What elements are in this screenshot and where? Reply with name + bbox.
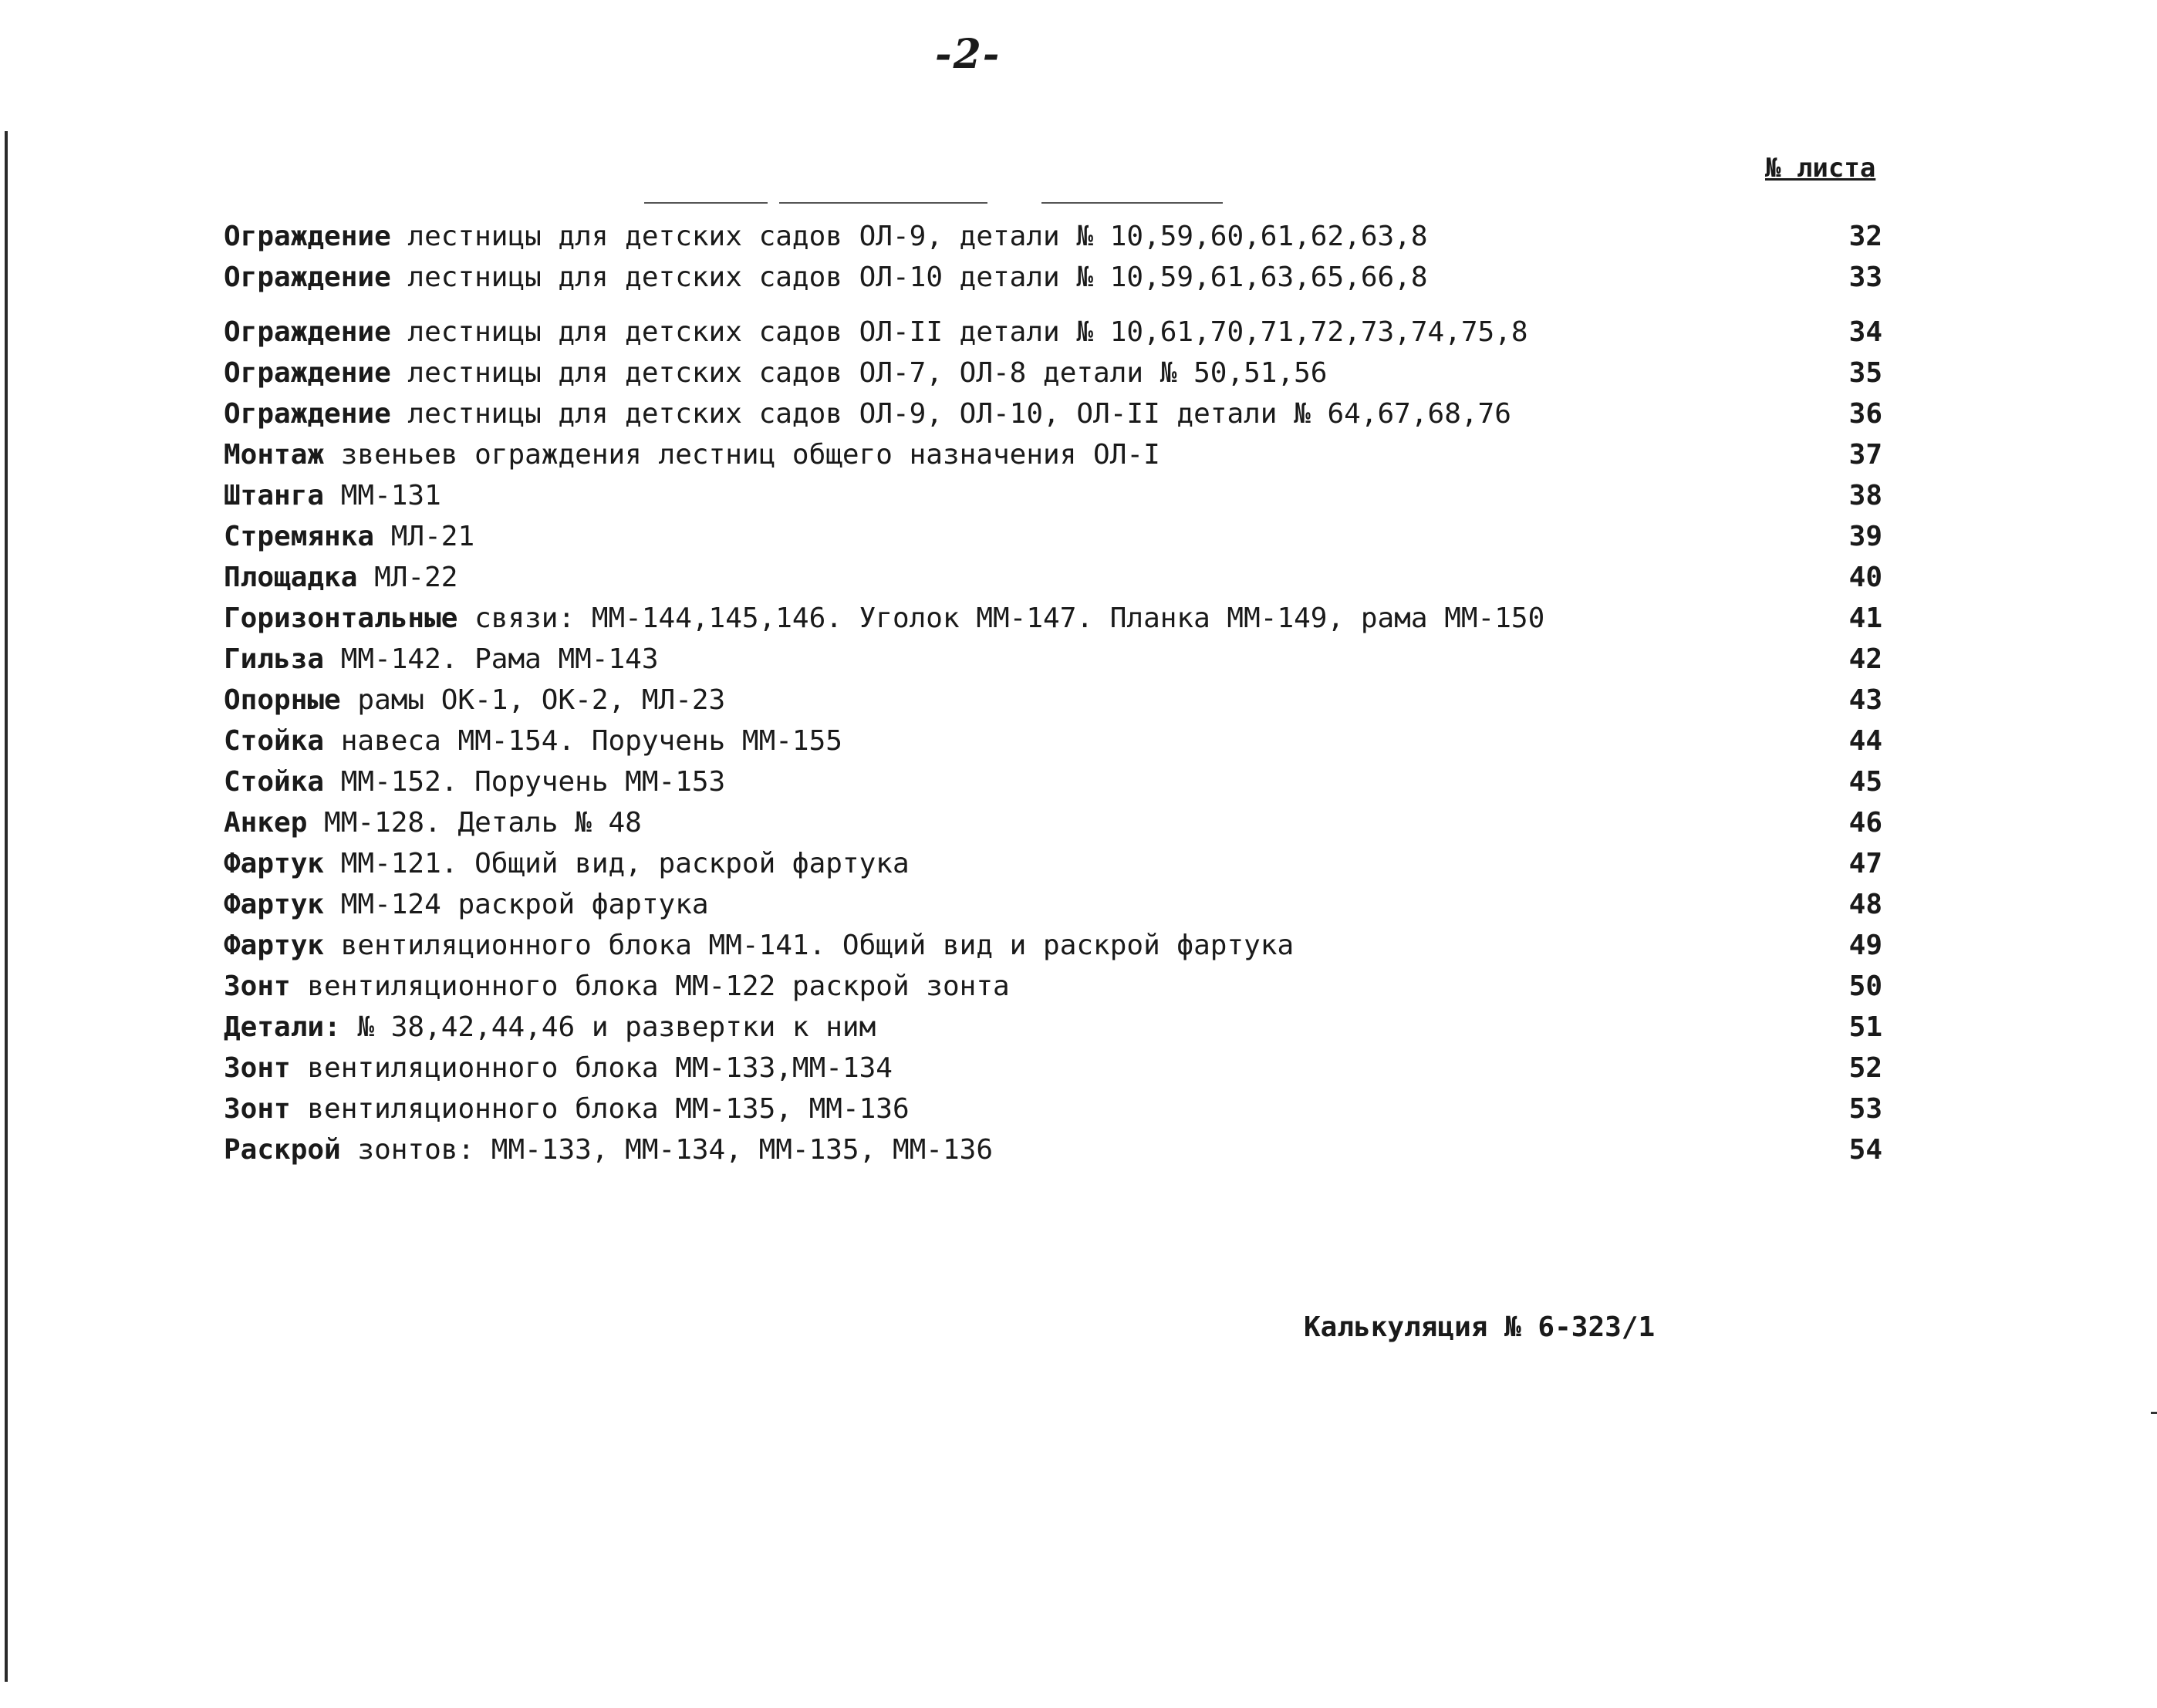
toc-sheet-number: 42: [1848, 643, 1882, 675]
toc-sheet-number: 52: [1848, 1052, 1882, 1084]
toc-title: Горизонтальные связи: ММ-144,145,146. Уголок ММ-147. Планка ММ-149, рама ММ-150: [224, 603, 1545, 634]
toc-sheet-number: 49: [1848, 930, 1882, 961]
toc-sheet-number: 50: [1848, 970, 1882, 1002]
toc-title: Фартук вентиляционного блока ММ-141. Общий вид и раскрой фартука: [224, 930, 1295, 961]
toc-sheet-number: 35: [1848, 357, 1882, 389]
toc-sheet-number: 53: [1848, 1093, 1882, 1125]
toc-sheet-number: 32: [1848, 221, 1882, 252]
toc-row: [224, 1129, 2029, 1170]
toc-row: [224, 598, 2029, 639]
page-number: -2-: [935, 31, 1001, 78]
header-rule: [1041, 202, 1223, 204]
toc-sheet-number: 47: [1848, 848, 1882, 879]
toc-row: [224, 557, 2029, 598]
toc-title: Зонт вентиляционного блока ММ-122 раскрой зонта: [224, 970, 1010, 1002]
toc-title: Ограждение лестницы для детских садов ОЛ-10 детали № 10,59,61,63,65,66,8: [224, 262, 1428, 293]
toc-row: [224, 312, 2029, 353]
toc-row: [224, 721, 2029, 761]
toc-row: [224, 884, 2029, 925]
toc-title: Анкер ММ-128. Деталь № 48: [224, 807, 642, 839]
toc-row: [224, 639, 2029, 680]
toc-sheet-number: 38: [1848, 480, 1882, 511]
toc-row: [224, 761, 2029, 802]
toc-sheet-number: 37: [1848, 439, 1882, 471]
toc-row: [224, 393, 2029, 434]
toc-title: Фартук ММ-124 раскрой фартука: [224, 889, 709, 920]
toc-sheet-number: 36: [1848, 398, 1882, 430]
toc-title: Зонт вентиляционного блока ММ-133,ММ-134: [224, 1052, 893, 1084]
toc-row: [224, 1007, 2029, 1048]
toc-row: [224, 475, 2029, 516]
toc-title: Ограждение лестницы для детских садов ОЛ-9, детали № 10,59,60,61,62,63,8: [224, 221, 1428, 252]
toc-sheet-number: 45: [1848, 766, 1882, 798]
toc-row: [224, 843, 2029, 884]
toc-sheet-number: 41: [1848, 603, 1882, 634]
toc-sheet-number: 54: [1848, 1134, 1882, 1166]
scan-left-edge: [5, 131, 8, 1682]
toc-sheet-number: 48: [1848, 889, 1882, 920]
sheet-column-header: № листа: [1765, 153, 1876, 184]
toc-row: [224, 216, 2029, 257]
toc-title: Раскрой зонтов: ММ-133, ММ-134, ММ-135, ММ-136: [224, 1134, 993, 1166]
toc-sheet-number: 43: [1848, 684, 1882, 716]
toc-row: [224, 516, 2029, 557]
scan-right-tick: [2151, 1412, 2157, 1414]
toc-title: Штанга ММ-131: [224, 480, 441, 511]
toc-sheet-number: 39: [1848, 521, 1882, 552]
calculation-reference: Калькуляция № 6-323/1: [1304, 1311, 1656, 1343]
toc-title: Стойка навеса ММ-154. Поручень ММ-155: [224, 725, 842, 757]
toc-title: Стойка ММ-152. Поручень ММ-153: [224, 766, 726, 798]
toc-title: Фартук ММ-121. Общий вид, раскрой фартука: [224, 848, 910, 879]
toc-row: [224, 1048, 2029, 1089]
toc-sheet-number: 46: [1848, 807, 1882, 839]
toc-row: [224, 802, 2029, 843]
toc-title: Площадка МЛ-22: [224, 562, 458, 593]
toc-sheet-number: 33: [1848, 262, 1882, 293]
toc-title: Стремянка МЛ-21: [224, 521, 475, 552]
toc-title: Ограждение лестницы для детских садов ОЛ-7, ОЛ-8 детали № 50,51,56: [224, 357, 1328, 389]
toc-row: [224, 353, 2029, 393]
toc-sheet-number: 34: [1848, 316, 1882, 348]
toc-row: [224, 1089, 2029, 1129]
toc-sheet-number: 51: [1848, 1011, 1882, 1043]
table-of-contents: [224, 216, 2029, 1170]
toc-title: Ограждение лестницы для детских садов ОЛ-II детали № 10,61,70,71,72,73,74,75,8: [224, 316, 1528, 348]
toc-title: Детали: № 38,42,44,46 и развертки к ним: [224, 1011, 876, 1043]
toc-title: Зонт вентиляционного блока ММ-135, ММ-136: [224, 1093, 910, 1125]
toc-sheet-number: 44: [1848, 725, 1882, 757]
toc-title: Гильза ММ-142. Рама ММ-143: [224, 643, 659, 675]
toc-sheet-number: 40: [1848, 562, 1882, 593]
toc-row: [224, 680, 2029, 721]
toc-row: [224, 434, 2029, 475]
toc-title: Опорные рамы ОК-1, ОК-2, МЛ-23: [224, 684, 726, 716]
header-rule: [779, 202, 987, 204]
toc-title: Ограждение лестницы для детских садов ОЛ-9, ОЛ-10, ОЛ-II детали № 64,67,68,76: [224, 398, 1511, 430]
toc-row: [224, 966, 2029, 1007]
toc-row: [224, 925, 2029, 966]
toc-title: Монтаж звеньев ограждения лестниц общего назначения ОЛ-I: [224, 439, 1160, 471]
header-rule: [644, 202, 768, 204]
toc-row: [224, 257, 2029, 298]
